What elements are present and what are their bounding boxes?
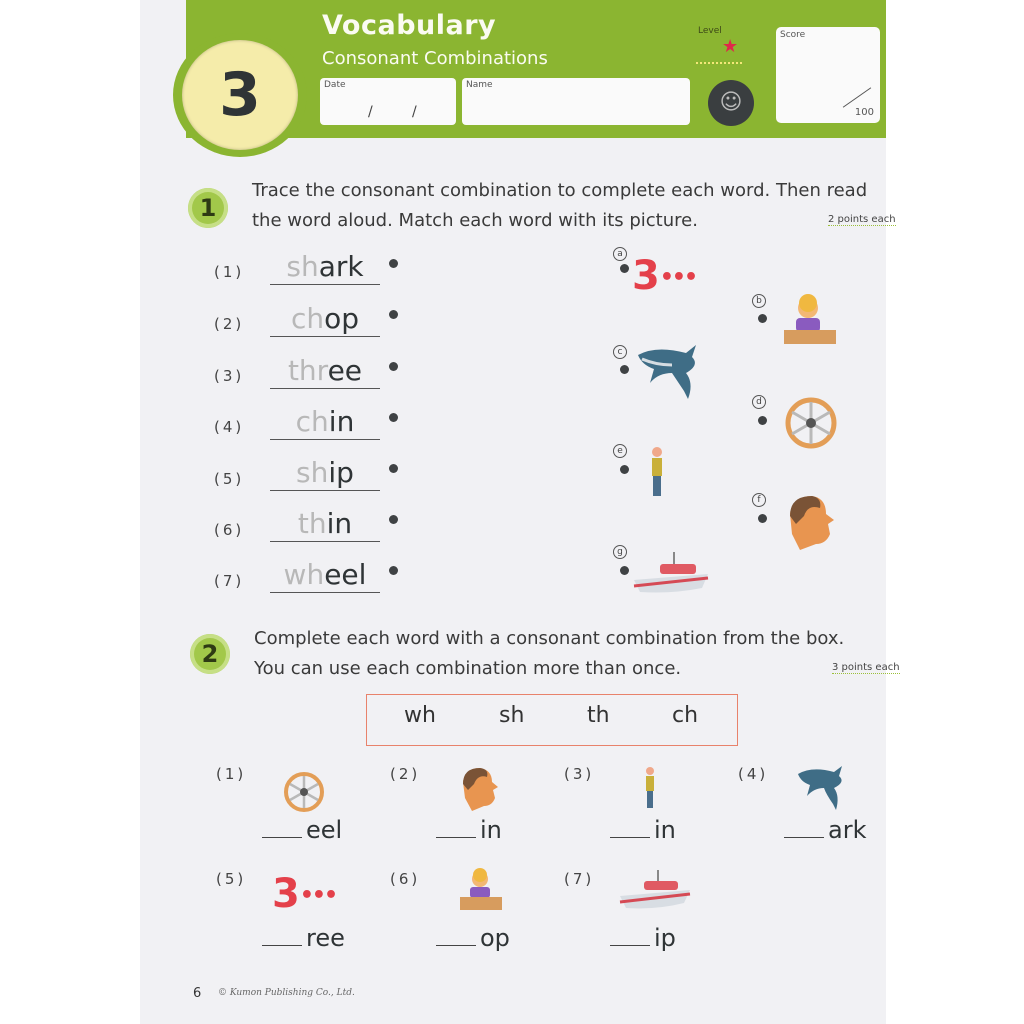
date-separator: /	[368, 104, 373, 120]
question-2-points: 3 points each	[832, 662, 900, 673]
fill-word-4[interactable]	[784, 816, 866, 844]
question-1-instruction-line2: the word aloud. Match each word with its picture.	[252, 210, 698, 231]
blank-field[interactable]	[784, 837, 824, 838]
trace-word-2[interactable]	[270, 302, 380, 337]
word-ending: in	[654, 816, 676, 844]
item-number: (5)	[214, 470, 245, 488]
mascot-face-icon: ☺	[708, 80, 754, 126]
combination-box	[366, 694, 738, 746]
match-dot-6[interactable]	[389, 515, 398, 524]
question-2-instruction-line2: You can use each combination more than once.	[254, 658, 682, 679]
trace-letters: sh	[296, 456, 329, 489]
copyright: © Kumon Publishing Co., Ltd.	[218, 988, 355, 998]
name-label: Name	[466, 80, 493, 90]
question-2-badge: 2	[190, 634, 230, 674]
question-1-badge: 1	[188, 188, 228, 228]
word-ending: ip	[654, 924, 676, 952]
trace-word-4[interactable]	[270, 405, 380, 440]
item-number: (2)	[214, 315, 245, 333]
word-ending: ree	[306, 924, 345, 952]
page-title: Vocabulary	[322, 10, 497, 41]
unit-badge	[182, 40, 298, 150]
match-dot-7[interactable]	[389, 566, 398, 575]
date-label: Date	[324, 80, 346, 90]
picture-dot-g[interactable]	[620, 566, 629, 575]
picture-dot-b[interactable]	[758, 314, 767, 323]
blank-field[interactable]	[262, 945, 302, 946]
trace-word-1[interactable]	[270, 250, 380, 285]
match-dot-3[interactable]	[389, 362, 398, 371]
picture-dot-c[interactable]	[620, 365, 629, 374]
fill-word-1[interactable]	[262, 816, 342, 844]
picture-dot-e[interactable]	[620, 465, 629, 474]
number-three-picture	[272, 871, 337, 917]
question-1-points: 2 points each	[828, 214, 896, 225]
match-dot-5[interactable]	[389, 464, 398, 473]
item-number: (3)	[564, 765, 595, 783]
word-ending: eel	[306, 816, 343, 844]
word-ending: ark	[318, 250, 364, 283]
picture-dot-f[interactable]	[758, 514, 767, 523]
level-label: Level	[698, 26, 722, 36]
word-ending: in	[328, 405, 355, 438]
boy-chopping-icon	[458, 868, 504, 914]
option-letter-f: f	[752, 493, 766, 507]
item-number: (4)	[214, 418, 245, 436]
unit-number: 3	[219, 60, 261, 130]
blank-field[interactable]	[436, 945, 476, 946]
combination-ch: ch	[672, 703, 699, 728]
picture-dot-d[interactable]	[758, 416, 767, 425]
boy-chopping-icon	[780, 294, 840, 350]
match-dot-1[interactable]	[389, 259, 398, 268]
date-field[interactable]	[320, 78, 456, 125]
thin-boy-icon	[646, 446, 668, 502]
fill-word-6[interactable]	[436, 924, 510, 952]
item-number: (2)	[390, 765, 421, 783]
question-1-instruction-line1: Trace the consonant combination to complete each word. Then read	[252, 180, 868, 201]
combination-wh: wh	[404, 703, 436, 728]
word-ending: op	[480, 924, 510, 952]
trace-letters: wh	[283, 558, 325, 591]
item-number: (1)	[216, 765, 247, 783]
word-ending: ip	[328, 456, 354, 489]
ship-icon	[632, 552, 712, 598]
number-three-picture	[632, 253, 697, 299]
score-slash	[843, 87, 871, 107]
blank-field[interactable]	[262, 837, 302, 838]
word-ending: eel	[324, 558, 367, 591]
three-dots: •••	[659, 265, 697, 290]
picture-dot-a[interactable]	[620, 264, 629, 273]
question-2-instruction-line1: Complete each word with a consonant combination from the box.	[254, 628, 845, 649]
item-number: (5)	[216, 870, 247, 888]
trace-word-7[interactable]	[270, 558, 380, 593]
blank-field[interactable]	[610, 945, 650, 946]
face-chin-icon	[786, 494, 836, 552]
item-number: (3)	[214, 367, 245, 385]
three-glyph: 3	[272, 871, 300, 917]
word-ending: in	[480, 816, 502, 844]
option-letter-d: d	[752, 395, 766, 409]
blank-field[interactable]	[610, 837, 650, 838]
ship-icon	[618, 870, 694, 914]
wheel-icon	[784, 396, 838, 450]
trace-word-3[interactable]	[270, 354, 380, 389]
trace-letters: th	[297, 507, 327, 540]
item-number: (4)	[738, 765, 769, 783]
date-separator: /	[412, 104, 417, 120]
option-letter-g: g	[613, 545, 627, 559]
trace-word-5[interactable]	[270, 456, 380, 491]
item-number: (7)	[564, 870, 595, 888]
item-number: (6)	[390, 870, 421, 888]
match-dot-4[interactable]	[389, 413, 398, 422]
three-glyph: 3	[632, 253, 660, 299]
word-ending: in	[326, 507, 353, 540]
fill-word-5[interactable]	[262, 924, 345, 952]
face-chin-icon	[460, 766, 500, 814]
three-dots: •••	[299, 883, 337, 908]
shark-icon	[796, 764, 848, 812]
word-ending: ee	[327, 354, 363, 387]
item-number: (1)	[214, 263, 245, 281]
trace-letters: ch	[290, 302, 325, 335]
fill-word-3[interactable]	[610, 816, 676, 844]
blank-field[interactable]	[436, 837, 476, 838]
score-label: Score	[780, 30, 806, 40]
page-subtitle: Consonant Combinations	[322, 48, 548, 69]
score-max: 100	[854, 107, 874, 118]
option-letter-c: c	[613, 345, 627, 359]
trace-letters: ch	[295, 405, 329, 438]
word-ending: ark	[828, 816, 867, 844]
word-ending: op	[324, 302, 360, 335]
trace-letters: thr	[287, 354, 328, 387]
combination-th: th	[587, 703, 610, 728]
page-number: 6	[193, 986, 202, 1001]
item-number: (7)	[214, 572, 245, 590]
fill-word-7[interactable]	[610, 924, 676, 952]
item-number: (6)	[214, 521, 245, 539]
wheel-icon	[282, 770, 326, 814]
shark-icon	[636, 343, 704, 401]
option-letter-a: a	[613, 247, 627, 261]
option-letter-e: e	[613, 444, 627, 458]
option-letter-b: b	[752, 294, 766, 308]
trace-word-6[interactable]	[270, 507, 380, 542]
name-field[interactable]	[462, 78, 690, 125]
star-icon: ★	[722, 36, 739, 57]
score-box[interactable]	[776, 27, 880, 123]
thin-boy-icon	[642, 766, 658, 812]
combination-sh: sh	[499, 703, 525, 728]
fill-word-2[interactable]	[436, 816, 502, 844]
level-divider	[696, 62, 742, 64]
trace-letters: sh	[286, 250, 319, 283]
match-dot-2[interactable]	[389, 310, 398, 319]
